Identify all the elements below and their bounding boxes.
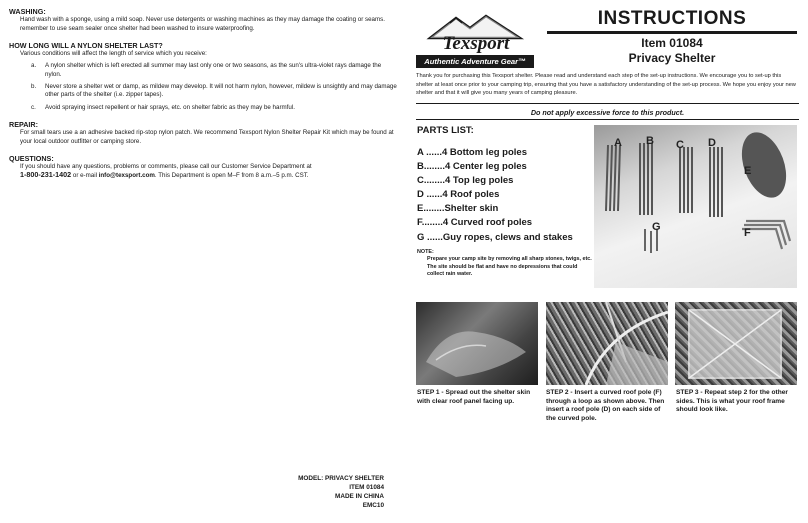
photo-label-g: G <box>652 221 661 233</box>
roof-frame-illustration <box>675 302 797 385</box>
part-item <box>417 174 573 188</box>
note-heading: NOTE: <box>417 249 434 255</box>
part-item <box>417 216 573 230</box>
photo-label-f: F <box>744 227 751 239</box>
list-text: Avoid spraying insect repellent or hair sprays, etc. on shelter fabric as they may be harmful. <box>45 103 295 111</box>
repair-text: For small tears use a an adhesive backed rip-stop nylon patch. We recommend Texsport Nylon Shelter Repair Kit which may be found at your local outdoor outfitter or camping store. <box>20 129 394 145</box>
part-dots: ........ <box>423 175 445 187</box>
tagline-text: Authentic Adventure Gear <box>424 57 519 66</box>
part-letter: E <box>417 203 424 215</box>
part-dots: ...... <box>423 147 442 158</box>
repair-heading: REPAIR: <box>9 119 39 129</box>
divider <box>416 103 799 104</box>
warning-text: Do not apply excessive force to this product. <box>530 108 685 117</box>
texsport-logo <box>416 14 534 68</box>
photo-label-b: B <box>646 135 654 147</box>
part-desc: 4 Bottom leg poles <box>442 147 527 158</box>
list-text: A nylon shelter which is left erected all summer may last only one or two seasons, as the sun's ultra-violet rays damage the nylon. <box>45 62 382 78</box>
divider <box>416 119 799 120</box>
brand-name: Texsport <box>442 33 510 54</box>
part-dots: ...... <box>423 189 443 201</box>
pole-insert-illustration <box>546 302 668 385</box>
photo-label-d: D <box>708 137 716 149</box>
note-block <box>417 249 595 278</box>
part-dots: ........ <box>421 217 443 229</box>
part-item <box>417 202 573 216</box>
step-2-caption: STEP 2 - Insert a curved roof pole (F) through a loop as shown above. Then insert a roof pole (D) on each side of the curved pole. <box>546 389 665 422</box>
longevity-heading: HOW LONG WILL A NYLON SHELTER LAST? <box>9 40 163 50</box>
brand-tagline <box>416 55 534 68</box>
step-3-photo <box>675 302 797 385</box>
questions-text <box>9 163 399 181</box>
part-desc: 4 Curved roof poles <box>442 217 533 229</box>
item-line: ITEM 01084 <box>349 484 384 491</box>
list-item <box>9 104 399 112</box>
part-letter: C <box>417 175 424 187</box>
parts-heading: PARTS LIST: <box>417 125 474 136</box>
part-desc: Shelter skin <box>444 203 499 215</box>
part-desc: 4 Center leg poles <box>445 161 527 173</box>
part-item <box>417 231 573 245</box>
list-item <box>9 62 399 79</box>
parts-list <box>417 146 573 245</box>
questions-heading: QUESTIONS: <box>9 153 54 163</box>
note-text: Prepare your camp site by removing all sharp stones, twigs, etc. The site should be flat and have no depressions that could collect rain water. <box>427 256 592 277</box>
list-item <box>9 83 399 100</box>
code-line: EMC10 <box>362 502 384 509</box>
washing-text: Hand wash with a sponge, using a mild soap. Never use detergents or washing machines as they may damage the coating or seams. remember to use seam sealer once shelter had been washed to insure waterproofing. <box>20 16 385 32</box>
poles-illustration <box>594 125 797 288</box>
part-dots: ........ <box>423 203 445 215</box>
part-letter: G <box>417 231 425 243</box>
part-letter: F <box>417 217 422 229</box>
photo-label-c: C <box>676 139 684 151</box>
email-link[interactable]: info@texsport.com <box>98 172 155 180</box>
step-1-caption: STEP 1 - Spread out the shelter skin with clear roof panel facing up. <box>417 389 531 405</box>
part-letter: A <box>417 147 424 158</box>
intro-paragraph: Thank you for purchasing this Texsport shelter. Please read and understand each step of the set-up instructions. We encourage you to set-up this shelter at least once prior to your camping trip, ensuring that you have a satisfactory understanding of the set-up process. We hope you enjoy your new shelter and that it will give you many years of camping pleasure. <box>416 73 796 97</box>
step-2-photo <box>546 302 668 385</box>
part-desc: 4 Top leg poles <box>445 175 514 187</box>
shelter-skin-illustration <box>416 302 538 385</box>
questions-tail: . This Department is open M–F from 8 a.m.–5 p.m. CST. <box>154 172 309 180</box>
part-desc: 4 Roof poles <box>442 189 500 201</box>
list-letter: b. <box>31 83 37 91</box>
photo-label-e: E <box>744 165 752 177</box>
step-3-caption: STEP 3 - Repeat step 2 for the other sides. This is what your roof frame should look like. <box>676 389 788 414</box>
product-name: Privacy Shelter <box>628 51 716 65</box>
list-text: Never store a shelter wet or damp, as mildew may develop. It will not harm nylon, however, mildew is unsightly and may damage other parts of the shelter (i.e. zipper tapes). <box>45 83 397 99</box>
model-line: MODEL: PRIVACY SHELTER <box>298 475 384 482</box>
parts-photo <box>594 125 797 288</box>
part-dots: ...... <box>424 231 443 243</box>
part-letter: B <box>417 161 424 173</box>
part-desc: Guy ropes, clews and stakes <box>442 231 573 243</box>
questions-mid: or e-mail <box>71 172 99 180</box>
questions-line: If you should have any questions, problems or comments, please call our Customer Service Department at <box>20 163 312 171</box>
longevity-intro: Various conditions will affect the length of service which you receive: <box>20 50 207 58</box>
page-title: INSTRUCTIONS <box>597 8 747 29</box>
list-letter: c. <box>31 103 36 111</box>
phone-number[interactable]: 1-800-231-1402 <box>20 170 72 180</box>
part-dots: ........ <box>423 161 445 173</box>
model-info <box>298 474 384 510</box>
photo-label-a: A <box>614 137 622 149</box>
origin-line: MADE IN CHINA <box>335 493 384 500</box>
part-letter: D <box>417 189 424 201</box>
washing-heading: WASHING: <box>9 7 46 16</box>
item-number: Item 01084 <box>641 36 703 50</box>
care-instructions <box>9 8 399 181</box>
list-letter: a. <box>31 62 37 70</box>
part-item <box>417 160 573 174</box>
step-1-photo <box>416 302 538 385</box>
trademark-symbol: ™ <box>518 57 526 66</box>
part-item <box>417 146 573 160</box>
part-item <box>417 188 573 202</box>
title-divider <box>547 31 797 34</box>
